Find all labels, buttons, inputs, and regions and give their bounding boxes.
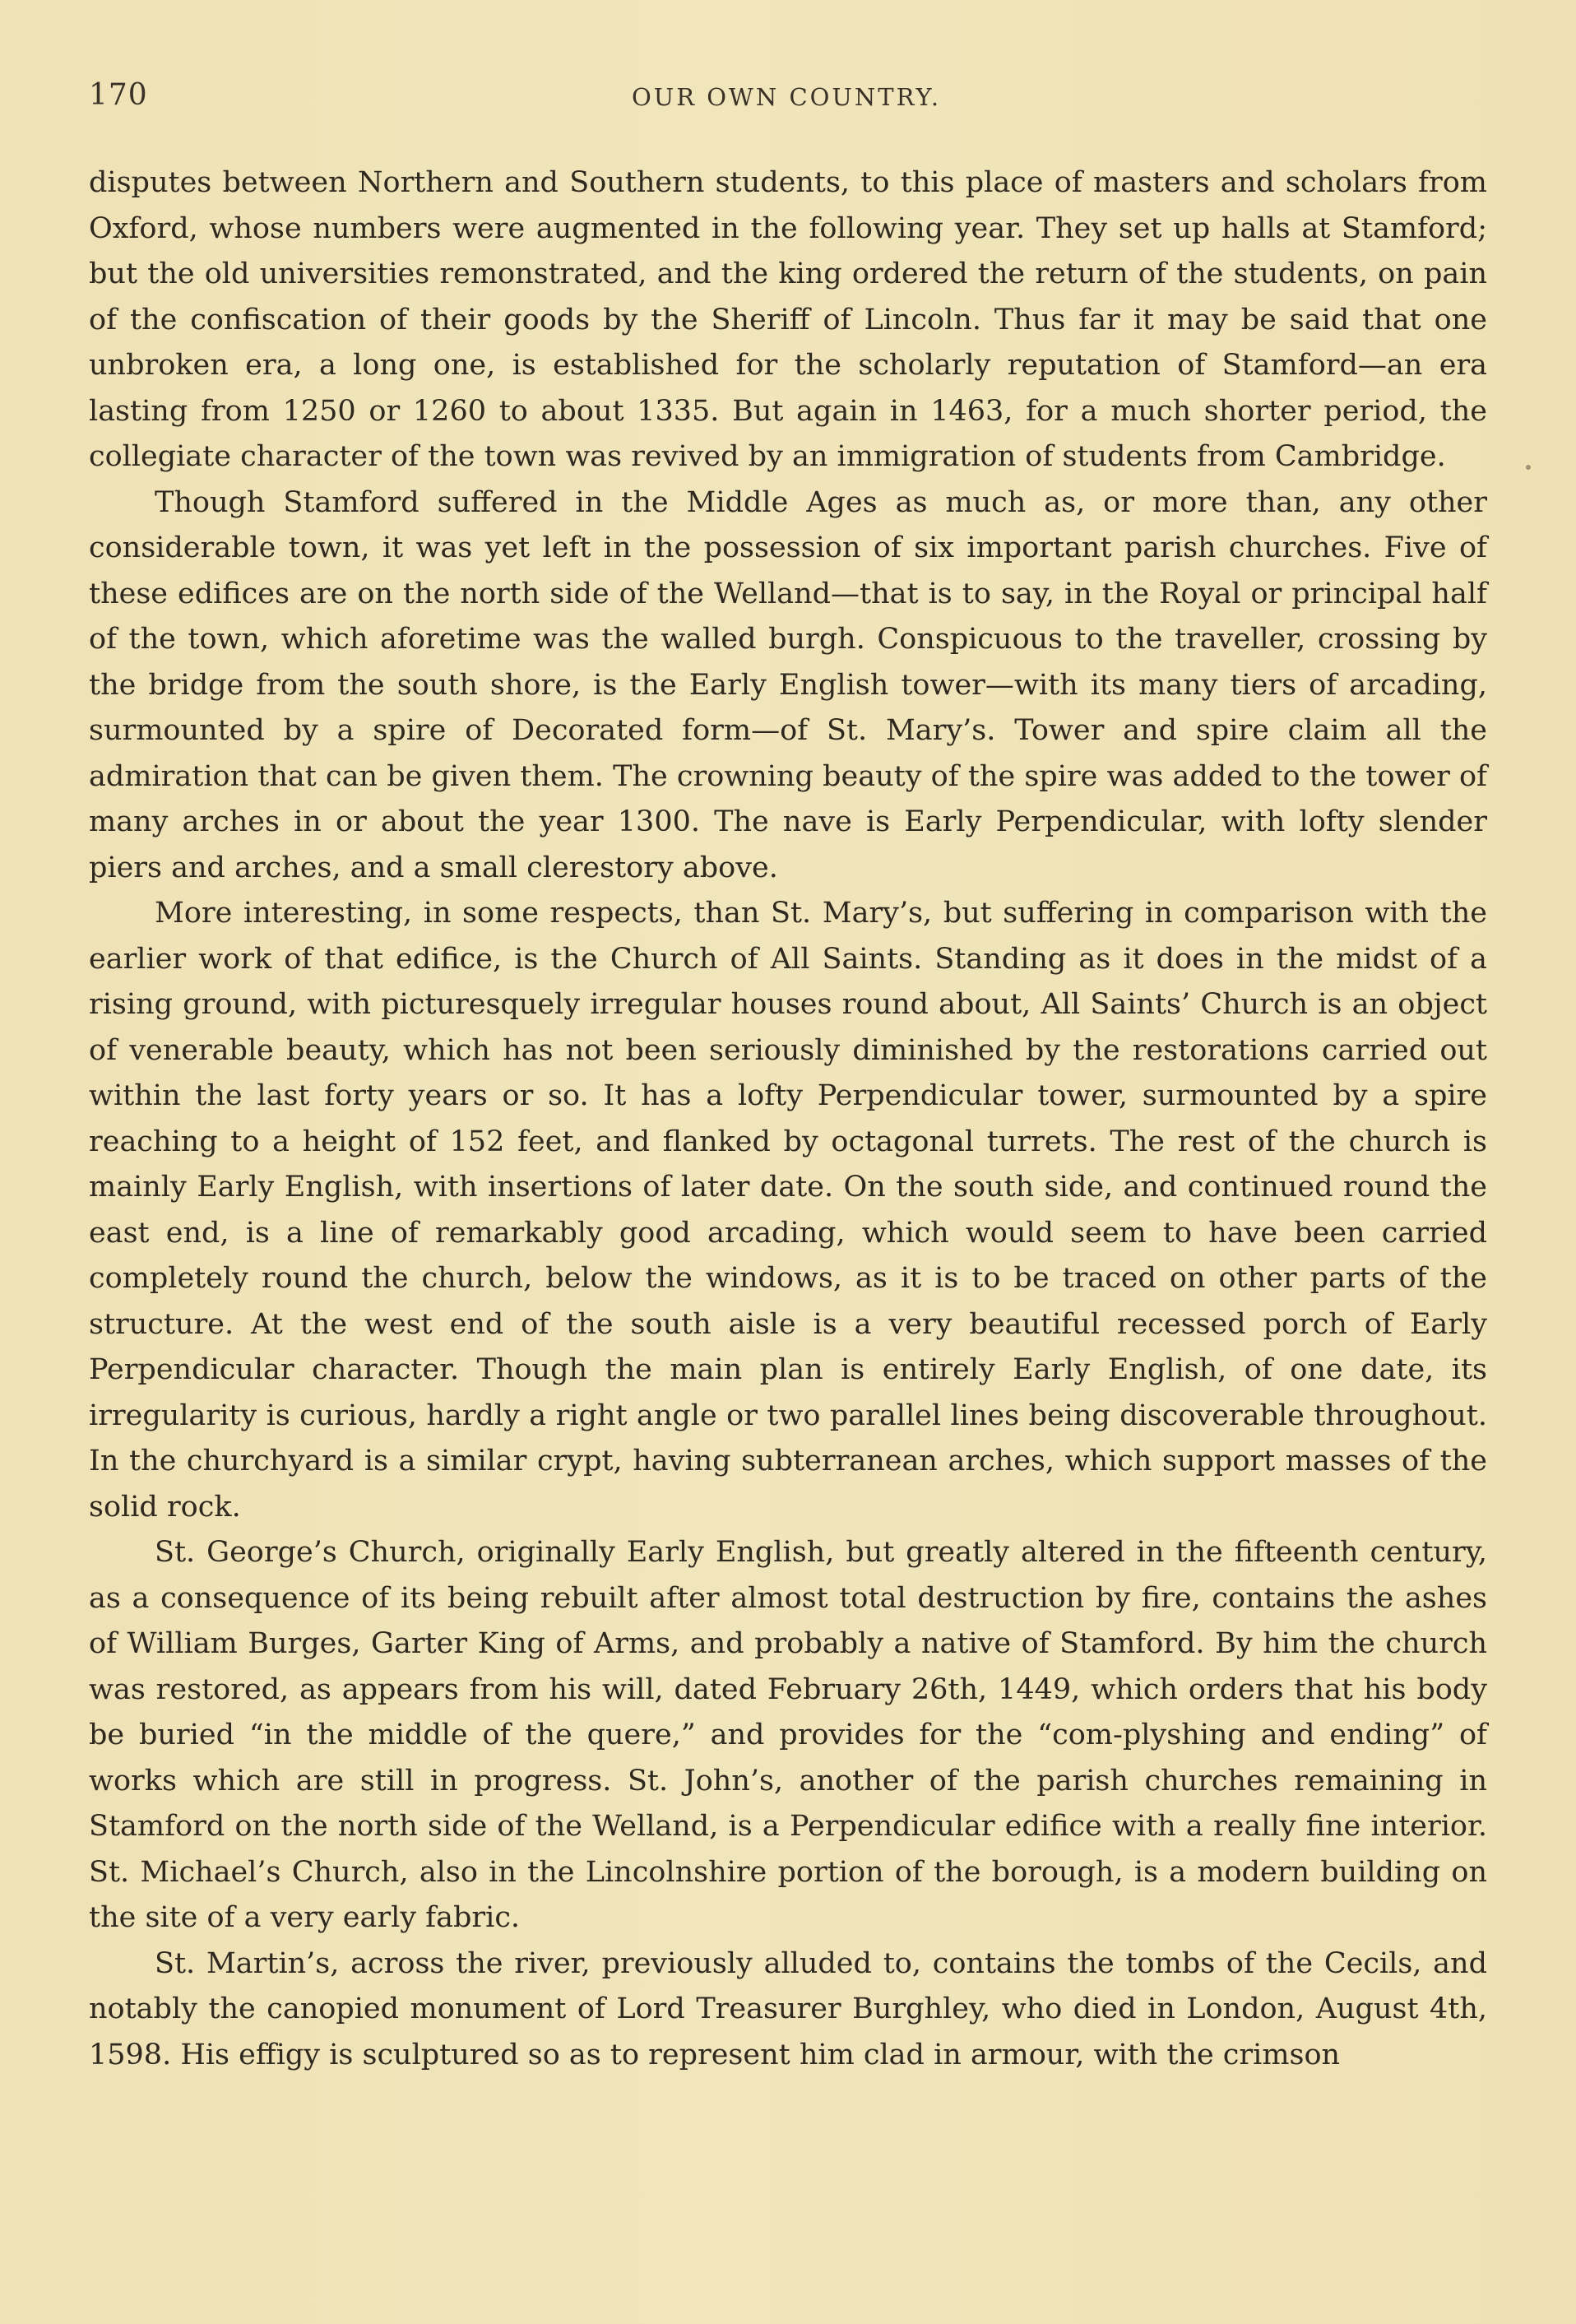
paragraph-5: St. Martin’s, across the river, previously alluded to, contains the tombs of the Cecils, and notably the canopied monument of Lord Treasurer Burghley, who died in London, August 4th, 1598. His effigy is sculptured so as to represent him clad in armour, with the crimson: [89, 1946, 1487, 2071]
page-number: 170: [89, 78, 148, 112]
body-text: [89, 160, 1487, 2078]
paragraph-4: St. George’s Church, originally Early English, but greatly altered in the fifteenth century, as a consequence of its being rebuilt after almost total destruction by fire, contains the ashes of William Burges, Garter King of Arms, and probably a native of Stamford. By him the church was restored, as appears from his will, dated February 26th, 1449, which orders that his body be buried “in the middle of the quere,” and provides for the “com-plyshing and ending” of works which are still in progress. St. John’s, another of the parish churches remaining in Stamford on the north side of the Welland, is a Perpendicular edifice with a really fine interior. St. Michael’s Church, also in the Lincolnshire portion of the borough, is a modern building on the site of a very early fabric.: [89, 1536, 1487, 1934]
paragraph-3: More interesting, in some respects, than St. Mary’s, but suffering in comparison with the earlier work of that edifice, is the Church of All Saints. Standing as it does in the midst of a rising ground, with picturesquely irregular houses round about, All Saints’ Church is an object of venerable beauty, which has not been seriously diminished by the restorations carried out within the last forty years or so. It has a lofty Perpendicular tower, surmounted by a spire reaching to a height of 152 feet, and flanked by octagonal turrets. The rest of the church is mainly Early English, with insertions of later date. On the south side, and continued round the east end, is a line of remarkably good arcading, which would seem to have been carried completely round the church, below the windows, as it is to be traced on other parts of the structure. At the west end of the south aisle is a very beautiful recessed porch of Early Perpendicular character. Though the main plan is entirely Early English, of one date, its irregularity is curious, hardly a right angle or two parallel lines being discoverable throughout. In the churchyard is a similar crypt, having subterranean arches, which support masses of the solid rock.: [89, 897, 1487, 1524]
paper-speck: [1526, 465, 1531, 470]
running-title: OUR OWN COUNTRY.: [632, 83, 942, 111]
page-header: [89, 78, 1487, 128]
paragraph-2: Though Stamford suffered in the Middle Ages as much as, or more than, any other considerable town, it was yet left in the possession of six important parish churches. Five of these edifices are on the north side of the Welland—that is to say, in the Royal or principal half of the town, which aforetime was the walled burgh. Conspicuous to the traveller, crossing by the bridge from the south shore, is the Early English tower—with its many tiers of arcading, surmounted by a spire of Decorated form—of St. Mary’s. Tower and spire claim all the admiration that can be given them. The crowning beauty of the spire was added to the tower of many arches in or about the year 1300. The nave is Early Perpendicular, with lofty slender piers and arches, and a small clerestory above.: [89, 485, 1487, 884]
paragraph-1: disputes between Northern and Southern students, to this place of masters and scholars from Oxford, whose numbers were augmented in the following year. They set up halls at Stamford; but the old universities remonstrated, and the king ordered the return of the students, on pain of the confiscation of their goods by the Sheriff of Lincoln. Thus far it may be said that one unbroken era, a long one, is established for the scholarly reputation of Stamford—an era lasting from 1250 or 1260 to about 1335. But again in 1463, for a much shorter period, the collegiate character of the town was revived by an immigration of students from Cambridge.: [89, 166, 1487, 473]
